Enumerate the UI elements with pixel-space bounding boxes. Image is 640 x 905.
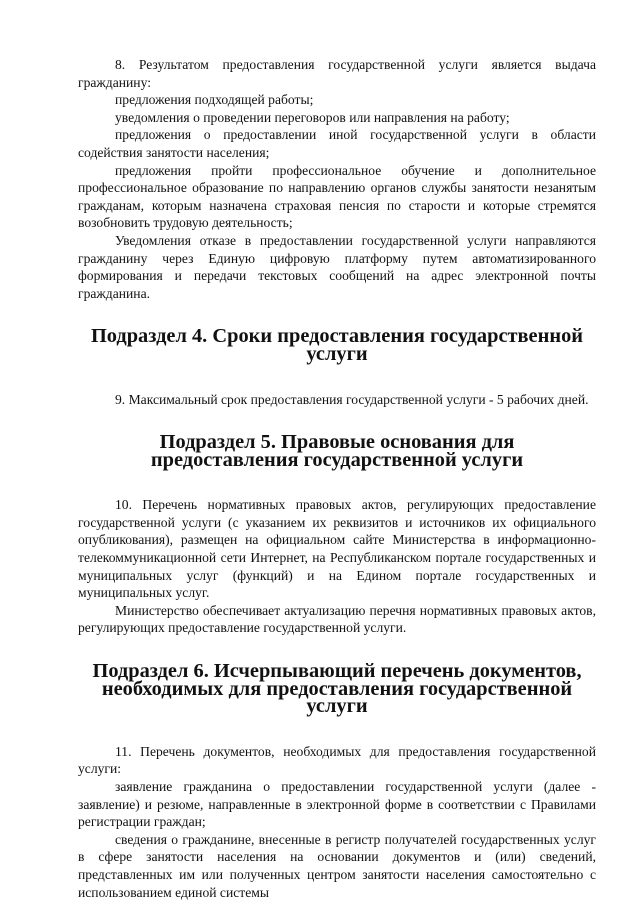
list-item-registry-data: сведения о гражданине, внесенные в регистр получателей государственных услуг в сфере занятости населения на основании документов и (или) сведений, представленных им или полученных центром занятости населения самостоятельно с использованием единой системы (78, 831, 596, 900)
subsection-4-heading: Подраздел 4. Сроки предоставления государственной услуги (90, 325, 584, 365)
paragraph-11-intro: 11. Перечень документов, необходимых для предоставления государственной услуги: (78, 743, 596, 777)
subsection-6-heading: Подраздел 6. Исчерпывающий перечень документов, необходимых для предоставления государственной услуги (92, 660, 582, 718)
paragraph-10-section (78, 496, 596, 637)
paragraph-9-section (78, 391, 596, 409)
subsection-5-heading: Подраздел 5. Правовые основания для предоставления государственной услуги (150, 431, 524, 471)
list-item-application: заявление гражданина о предоставлении государственной услуги (далее - заявление) и резюме, направленные в электронной форме в соответствии с Правилами регистрации граждан; (78, 779, 596, 830)
paragraph-10: 10. Перечень нормативных правовых актов, регулирующих предоставление государственной услуги (с указанием их реквизитов и источников их официального опубликования), размещен на официальном сайте Министерства в информационно-телекоммуникационной сети Интернет, на Республиканском портале государственных и муниципальных услуг (функций) и на Едином портале государственных и муниципальных услуг. (78, 497, 596, 601)
list-item-negotiation-notice: уведомления о проведении переговоров или направления на работу; (115, 109, 510, 125)
paragraph-8-intro: 8. Результатом предоставления государственной услуги является выдача гражданину: (78, 57, 596, 90)
list-item-training-offer: предложения пройти профессиональное обучение и дополнительное профессиональное образование по направлению органов службы занятости незанятым гражданам, которым назначена страховая пенсия по старости и которые стремятся возобновить трудовую деятельность; (78, 162, 596, 231)
list-item-job-offer: предложения подходящей работы; (115, 92, 314, 108)
ministry-update-paragraph: Министерство обеспечивает актуализацию перечня нормативных правовых актов, регулирующих предоставление государственной услуги. (78, 602, 596, 636)
list-item-other-service-offer: предложения о предоставлении иной государственной услуги в области содействия занятости населения; (78, 127, 596, 160)
paragraph-8-section (78, 56, 596, 302)
refusal-notice-paragraph: Уведомления отказе в предоставлении государственной услуги направляются гражданину через Единую цифровую платформу путем автоматизированного формирования и передачи текстовых сообщений на адрес электронной почты гражданина. (78, 232, 596, 301)
paragraph-9: 9. Максимальный срок предоставления государственной услуги - 5 рабочих дней. (115, 391, 589, 407)
paragraph-11-section (78, 743, 596, 901)
